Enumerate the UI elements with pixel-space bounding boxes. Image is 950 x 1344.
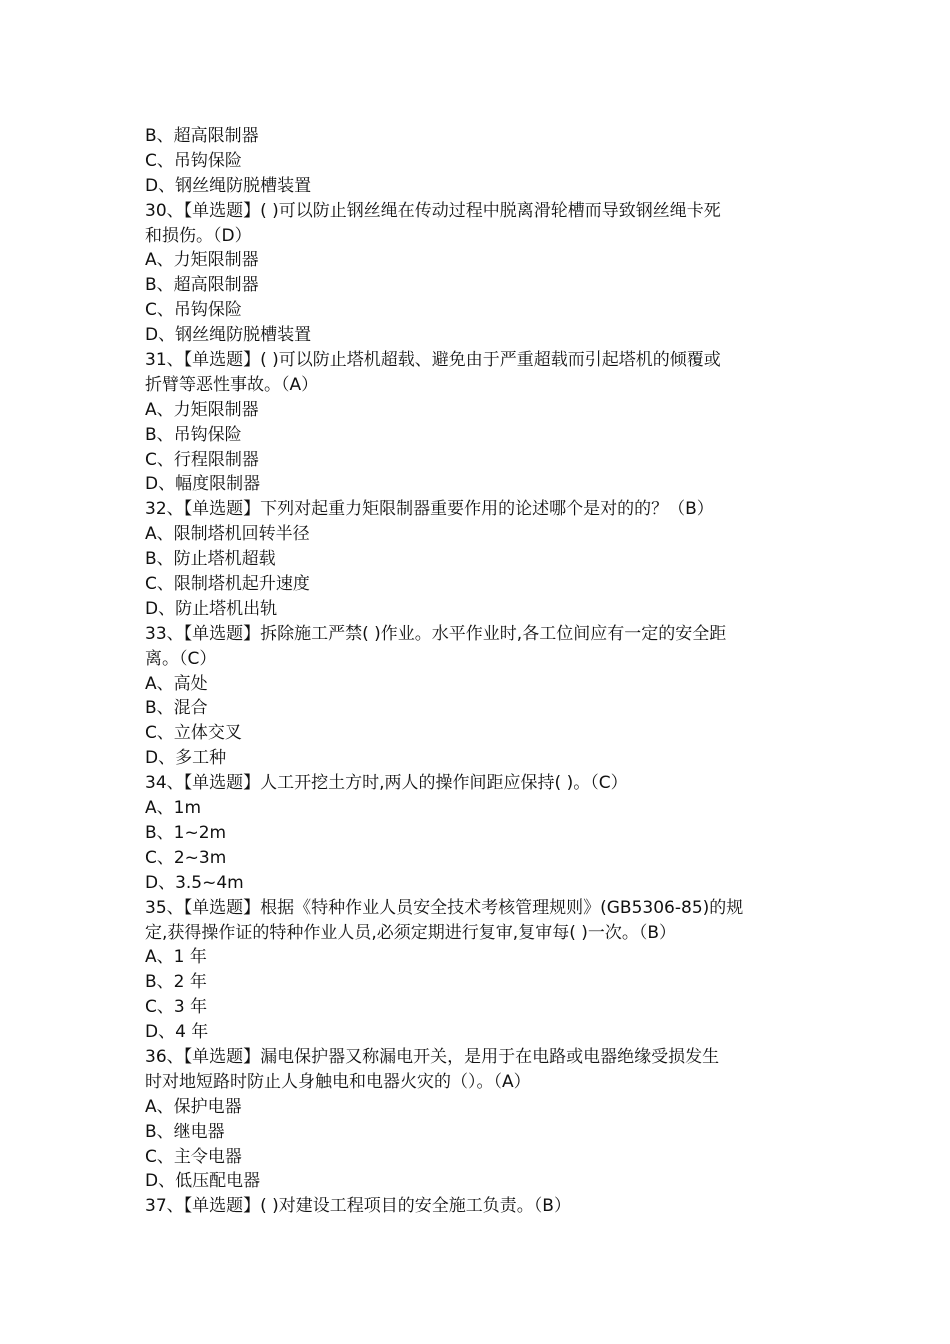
option-line: C、行程限制器 [145, 449, 259, 470]
option-line: D、3.5~4m [145, 872, 244, 893]
option-line: D、钢丝绳防脱槽装置 [145, 325, 312, 346]
option-line: B、1~2m [145, 822, 227, 843]
option-line: D、低压配电器 [145, 1171, 261, 1192]
question-line: 34、【单选题】人工开挖土方时,两人的操作间距应保持( )。（C） [145, 773, 628, 794]
option-line: A、1 年 [145, 947, 207, 968]
option-line: A、保护电器 [145, 1096, 242, 1117]
option-line: D、多工种 [145, 748, 227, 769]
option-line: A、1m [145, 798, 202, 819]
option-line: C、吊钩保险 [145, 150, 242, 171]
question-line: 离。（C） [145, 648, 217, 669]
question-line: 30、【单选题】( )可以防止钢丝绳在传动过程中脱离滑轮槽而导致钢丝绳卡死 [145, 200, 721, 221]
option-line: B、超高限制器 [145, 126, 259, 146]
option-line: A、力矩限制器 [145, 399, 259, 420]
question-line: 时对地短路时防止人身触电和电器火灾的（）。（A） [145, 1071, 531, 1092]
option-line: C、主令电器 [145, 1146, 242, 1167]
question-line: 32、【单选题】下列对起重力矩限制器重要作用的论述哪个是对的的？（B） [145, 499, 714, 520]
option-line: D、钢丝绳防脱槽装置 [145, 175, 312, 196]
option-line: A、力矩限制器 [145, 250, 259, 271]
option-line: C、2~3m [145, 847, 227, 868]
option-line: C、立体交叉 [145, 723, 242, 744]
option-line: D、4 年 [145, 1022, 209, 1043]
option-line: B、继电器 [145, 1121, 225, 1142]
question-line: 和损伤。（D） [145, 225, 252, 246]
question-line: 折臂等恶性事故。（A） [145, 374, 319, 395]
option-line: A、高处 [145, 673, 208, 694]
question-line: 31、【单选题】( )可以防止塔机超载、避免由于严重超载而引起塔机的倾覆或 [145, 350, 721, 371]
option-line: C、吊钩保险 [145, 300, 242, 321]
option-line: B、超高限制器 [145, 275, 259, 296]
question-text-block [145, 124, 815, 1219]
option-line: B、防止塔机超载 [145, 549, 276, 570]
option-line: B、2 年 [145, 972, 207, 993]
question-line: 35、【单选题】根据《特种作业人员安全技术考核管理规则》(GB5306-85)的规 [145, 897, 744, 918]
option-line: C、3 年 [145, 997, 208, 1018]
option-line: D、幅度限制器 [145, 474, 261, 495]
option-line: B、吊钩保险 [145, 424, 242, 445]
question-line: 36、【单选题】漏电保护器又称漏电开关，是用于在电路或电器绝缘受损发生 [145, 1046, 720, 1067]
option-line: D、防止塔机出轨 [145, 598, 278, 619]
option-line: B、混合 [145, 698, 208, 719]
question-line: 37、【单选题】( )对建设工程项目的安全施工负责。（B） [145, 1196, 571, 1217]
option-line: C、限制塔机起升速度 [145, 574, 310, 595]
question-line: 定,获得操作证的特种作业人员,必须定期进行复审,复审每( )一次。（B） [145, 922, 677, 943]
option-line: A、限制塔机回转半径 [145, 524, 310, 545]
question-line: 33、【单选题】拆除施工严禁( )作业。水平作业时,各工位间应有一定的安全距 [145, 623, 727, 644]
